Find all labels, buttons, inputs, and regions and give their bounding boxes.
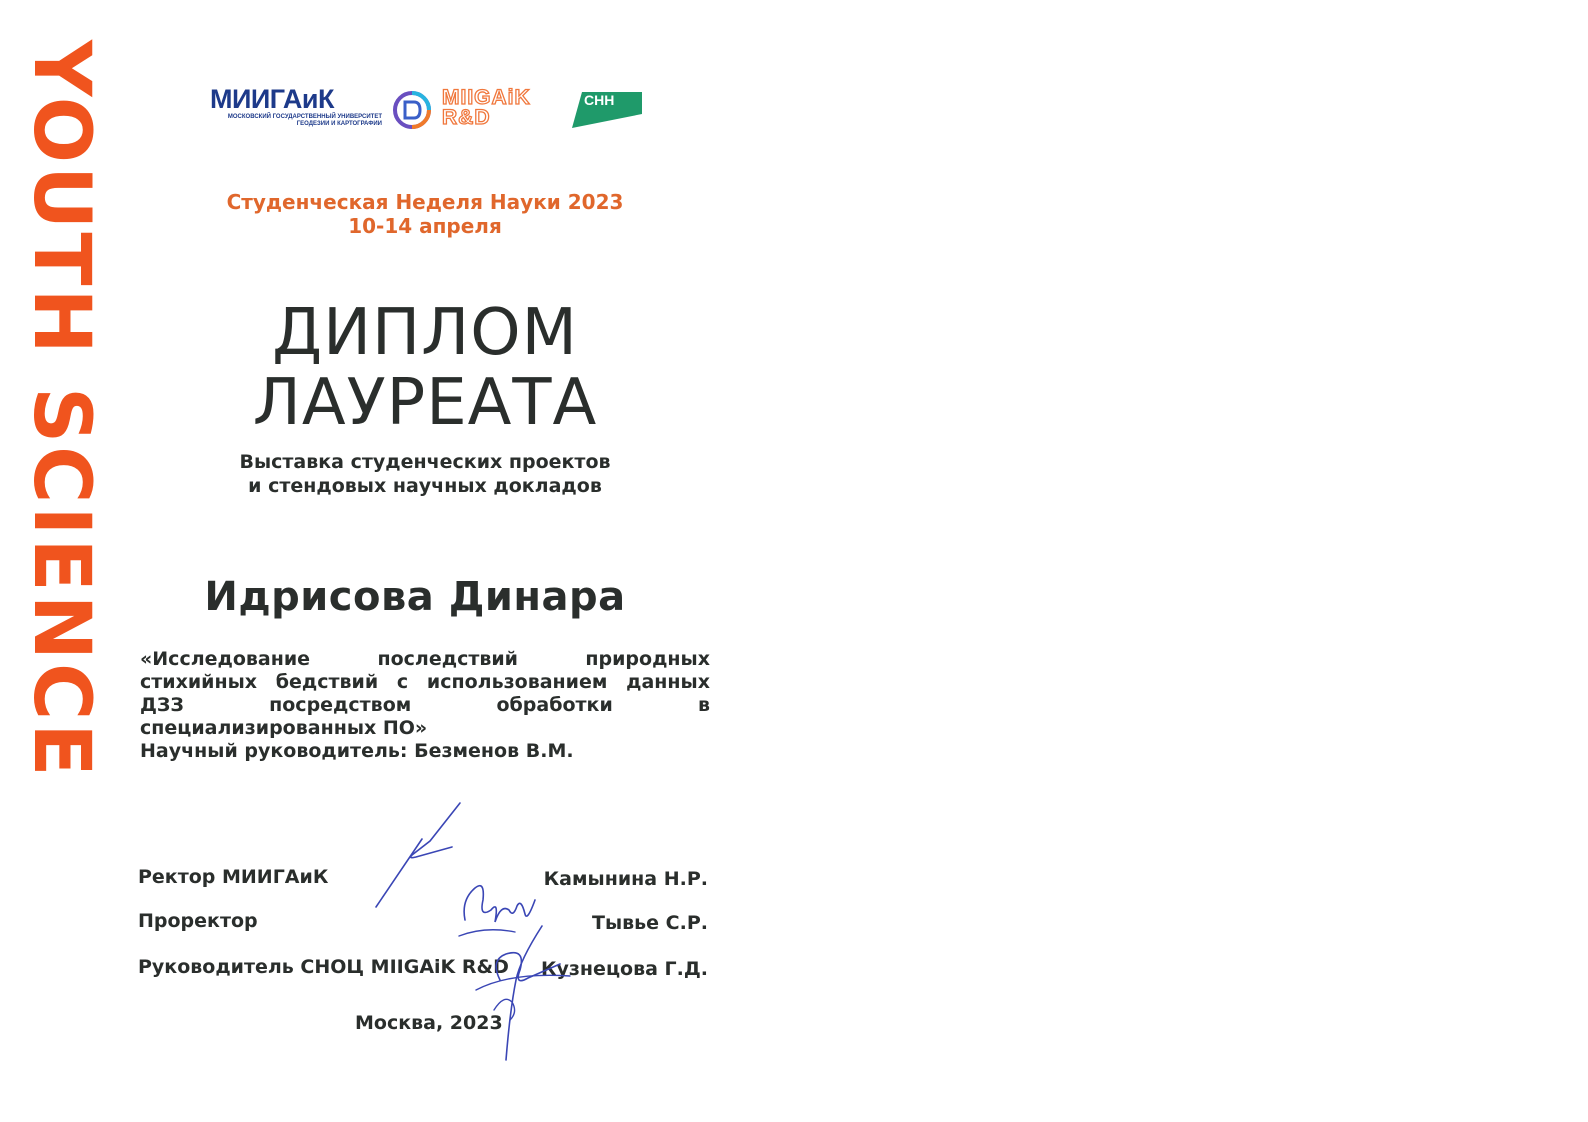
category-line-1: Выставка студенческих проектов [239,451,611,473]
signatory-name-rector: Камынина Н.Р. [543,868,708,890]
youth-science-banner [16,40,106,1070]
city-year: Москва, 2023 [355,1012,503,1034]
project-supervisor: Научный руководитель: Безменов В.М. [140,740,574,762]
rd-logo-line-2: R&D [442,106,491,129]
miigaik-rd-logo [442,88,531,128]
diploma-title-line-2: ЛАУРЕАТА [252,366,598,440]
miigaik-logo-subtitle-2: ГЕОДЕЗИИ И КАРТОГРАФИИ [296,121,382,127]
snoc-logo [572,90,642,134]
category [140,450,710,498]
signatory-name-head: Кузнецова Г.Д. [540,958,708,980]
miigaik-logo-title: МИИГАиК [210,84,334,114]
event-dates: 10-14 апреля [348,214,502,238]
signatory-role-head: Руководитель СНОЦ MIIGAiK R&D [138,956,509,978]
signatory-name-prorector: Тывье С.Р. [592,912,708,934]
miigaik-logo [210,84,382,128]
event-heading [140,190,710,238]
diploma-title-line-1: ДИПЛОМ [272,296,578,370]
rd-logo-line-1: MIIGAiK [442,86,531,109]
rector-signature [360,795,470,920]
prorector-signature [455,870,545,950]
project-topic: «Исследование последствий природных стихийных бедствий с использованием данных ДЗЗ посредством обработки в специализированных ПО» [140,648,710,739]
recipient-name: Идрисова Динара [204,574,626,620]
miigaik-logo-subtitle-1: МОСКОВСКИЙ ГОСУДАРСТВЕННЫЙ УНИВЕРСИТЕТ [227,114,382,120]
diploma-title [140,298,710,438]
signatory-role-prorector: Проректор [138,910,258,932]
circle-emblem-icon [392,90,432,130]
head-signature [470,920,580,1070]
signatory-role-rector: Ректор МИИГАиК [138,866,329,888]
logo-strip [210,84,650,136]
project-description [140,648,710,763]
event-title: Студенческая Неделя Науки 2023 [226,190,624,214]
category-line-2: и стендовых научных докладов [248,475,602,497]
snoc-logo-text: СНН [584,92,615,108]
banner-text: YOUTH SCIENCE [16,40,106,780]
